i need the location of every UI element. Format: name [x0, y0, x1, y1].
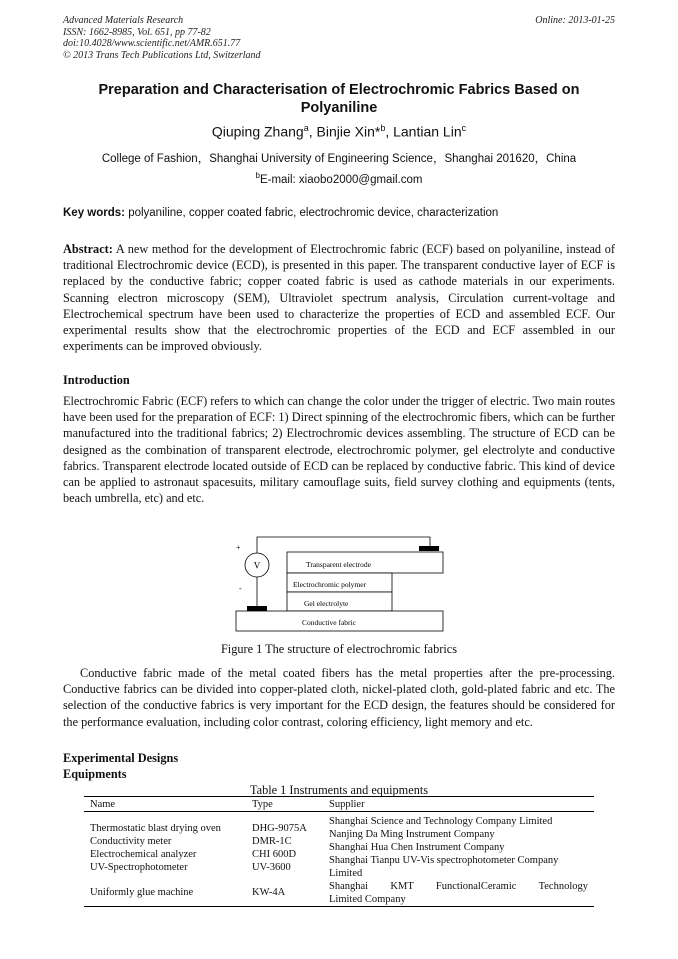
author-1-sup: a [303, 123, 309, 133]
cell-supplier: Shanghai Science and Technology Company Limited [329, 816, 553, 827]
keywords-label: Key words: [63, 207, 125, 219]
voltmeter-label: V [253, 560, 261, 571]
email-sup: b [255, 171, 260, 180]
cell-name: Uniformly glue machine [84, 880, 246, 907]
top-electrode-terminal [419, 546, 439, 551]
cell-supplier: Shanghai Hua Chen Instrument Company [329, 842, 505, 853]
cell-supplier-line: Shanghai KMT FunctionalCeramic Technology [329, 881, 588, 892]
column-header-name: Name [84, 797, 246, 812]
cell-name: Conductivity meter [90, 836, 172, 847]
figure-1-caption: Figure 1 The structure of electrochromic fabrics [220, 642, 458, 656]
layer-label-gel-electrolyte: Gel electrolyte [304, 599, 349, 608]
table-row [84, 812, 594, 881]
journal-copyright: © 2013 Trans Tech Publications Ltd, Switzerland [63, 49, 261, 61]
cell-suppliers [323, 812, 594, 881]
author-3: , Lantian Lin [385, 123, 462, 140]
introduction-paragraph-1: Electrochromic Fabric (ECF) refers to which can change the color under the trigger of electric. Two main routes have been used for the preparation of ECF: 1) Direct spinning of the electrochromic fibers, which can be further manufactured into the traditional fabrics; 2) Electrochromic devices assembling. The structure of ECD can be designed as the combination of transparent electrode, electrochromic polymer, gel electrolyte and conductive fabrics. Transparent electrode located outside of ECD can be replaced by conductive fabric. This kind of device can be applied to astronaut spacesuits, military camouflage suits, field survey clothing and equipments (tents, beach umbrella, etc) and etc. [63, 394, 615, 506]
table-header-row [84, 797, 594, 812]
journal-issn: ISSN: 1662-8985, Vol. 651, pp 77-82 [63, 26, 211, 38]
plus-sign: + [236, 543, 241, 552]
author-3-sup: c [461, 123, 467, 133]
cell-supplier: Limited [329, 868, 363, 879]
cell-type: UV-3600 [252, 862, 291, 873]
author-list [63, 123, 615, 140]
figure-1-diagram [225, 533, 450, 635]
cell-name: Thermostatic blast drying oven [90, 823, 221, 834]
bottom-electrode-terminal [247, 606, 267, 611]
email-text: E-mail: xiaobo2000@gmail.com [259, 173, 423, 186]
cell-supplier-line: Limited Company [329, 894, 406, 905]
cell-type: KW-4A [246, 880, 323, 907]
table-1-caption: Table 1 Instruments and equipments [249, 783, 429, 797]
journal-header [63, 15, 261, 61]
cell-names [84, 812, 246, 881]
author-2: , Binjie Xin* [308, 123, 381, 140]
experimental-heading: Experimental Designs [63, 751, 179, 765]
column-header-type: Type [246, 797, 323, 812]
table-row [84, 880, 594, 907]
layer-label-electrochromic-polymer: Electrochromic polymer [293, 580, 367, 589]
instruments-table [84, 796, 594, 907]
abstract [63, 241, 615, 354]
cell-supplier: Shanghai Tianpu UV-Vis spectrophotometer Company [329, 855, 559, 866]
cell-supplier: Nanjing Da Ming Instrument Company [329, 829, 495, 840]
abstract-text: A new method for the development of Electrochromic fabric (ECF) based on polyaniline, instead of traditional Electrochromic device (ECD), is presented in this paper. The transparent conductive layer of ECF is replaced by the conductive fabric; copper coated fabric is used as cathode materials in our experiments. Scanning electron microscopy (SEM), Ultraviolet spectrum analysis, Circulation current-voltage and Electrochemical spectrum have been used to characterize the properties of ECD and assembled ECF. Our experimental results show that the electrochromic properties of the ECD and ECF assembled in our experiments can be improved obviously. [63, 242, 615, 354]
introduction-paragraph-2: Conductive fabric made of the metal coated fibers has the metal properties after the pre-processing. Conductive fabrics can be divided into copper-plated cloth, nickel-plated cloth, gold-plated fabric and etc. The selection of the conductive fabrics is very important for the ECD design, the features should be considered for the performance evaluation, including color contrast, coloring efficiency, light memory and etc. [63, 666, 615, 729]
cell-type: CHI 600D [252, 849, 297, 860]
keywords-text: polyaniline, copper coated fabric, electrochromic device, characterization [125, 207, 499, 219]
abstract-label: Abstract: [63, 242, 113, 256]
keywords [63, 207, 615, 219]
layer-label-conductive-fabric: Conductive fabric [302, 618, 356, 627]
author-1: Qiuping Zhang [211, 123, 304, 140]
cell-type: DHG-9075A [252, 823, 307, 834]
column-header-supplier: Supplier [323, 797, 594, 812]
minus-sign: - [239, 584, 242, 593]
introduction-heading: Introduction [63, 373, 130, 387]
cell-types [246, 812, 323, 881]
cell-supplier [323, 880, 594, 907]
journal-doi: doi:10.4028/www.scientific.net/AMR.651.77 [63, 38, 241, 49]
online-date: Online: 2013-01-25 [535, 15, 615, 26]
paper-title: Preparation and Characterisation of Electrochromic Fabrics Based on Polyaniline [98, 82, 580, 116]
email-line [63, 171, 615, 186]
journal-name: Advanced Materials Research [63, 15, 184, 26]
cell-name: UV-Spectrophotometer [90, 862, 188, 873]
affiliation: College of Fashion，Shanghai University of Engineering Science，Shanghai 201620，China [101, 153, 577, 165]
cell-type: DMR-1C [252, 836, 292, 847]
cell-name: Electrochemical analyzer [90, 849, 197, 860]
layer-label-transparent-electrode: Transparent electrode [306, 560, 371, 569]
author-2-sup: b [380, 123, 386, 133]
equipments-heading: Equipments [63, 767, 127, 781]
